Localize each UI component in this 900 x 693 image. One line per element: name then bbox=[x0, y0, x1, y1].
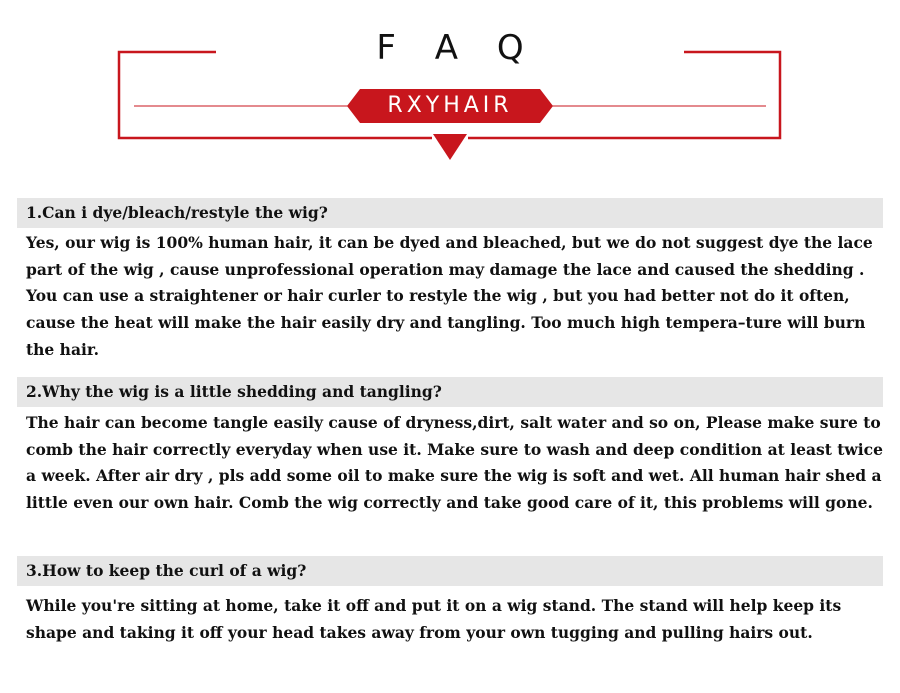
faq-answer-1: Yes, our wig is 100% human hair, it can be dyed and bleached, but we do not suggest dye the lace part of the wig , cause unprofessional operation may damage the lace and caused the shedding . You can use a straightener or hair curler to restyle the wig , but you had better not do it often, cause the heat will make the hair easily dry and tangling. Too much high tempera–ture will burn the hair. bbox=[26, 233, 873, 359]
page-title: F A Q bbox=[376, 28, 538, 68]
faq-question-3: 3.How to keep the curl of a wig? bbox=[17, 556, 883, 586]
down-triangle-icon bbox=[433, 134, 467, 160]
header-frame bbox=[0, 0, 900, 170]
faq-question-2: 2.Why the wig is a little shedding and tangling? bbox=[17, 377, 883, 407]
faq-question-1: 1.Can i dye/bleach/restyle the wig? bbox=[17, 198, 883, 228]
brand-label: RXYHAIR bbox=[387, 93, 513, 118]
faq-header bbox=[0, 0, 900, 170]
faq-answer-3: While you're sitting at home, take it off and put it on a wig stand. The stand will help keep its shape and taking it off your head takes away from your own tugging and pulling hairs out. bbox=[26, 596, 842, 642]
faq-answer-2: The hair can become tangle easily cause of dryness,dirt, salt water and so on, Please make sure to comb the hair correctly everyday when use it. Make sure to wash and deep condition at least twice a week. After air dry , pls add some oil to make sure the wig is soft and wet. All human hair shed a little even our own hair. Comb the wig correctly and take good care of it, this problems will gone. bbox=[26, 413, 883, 513]
